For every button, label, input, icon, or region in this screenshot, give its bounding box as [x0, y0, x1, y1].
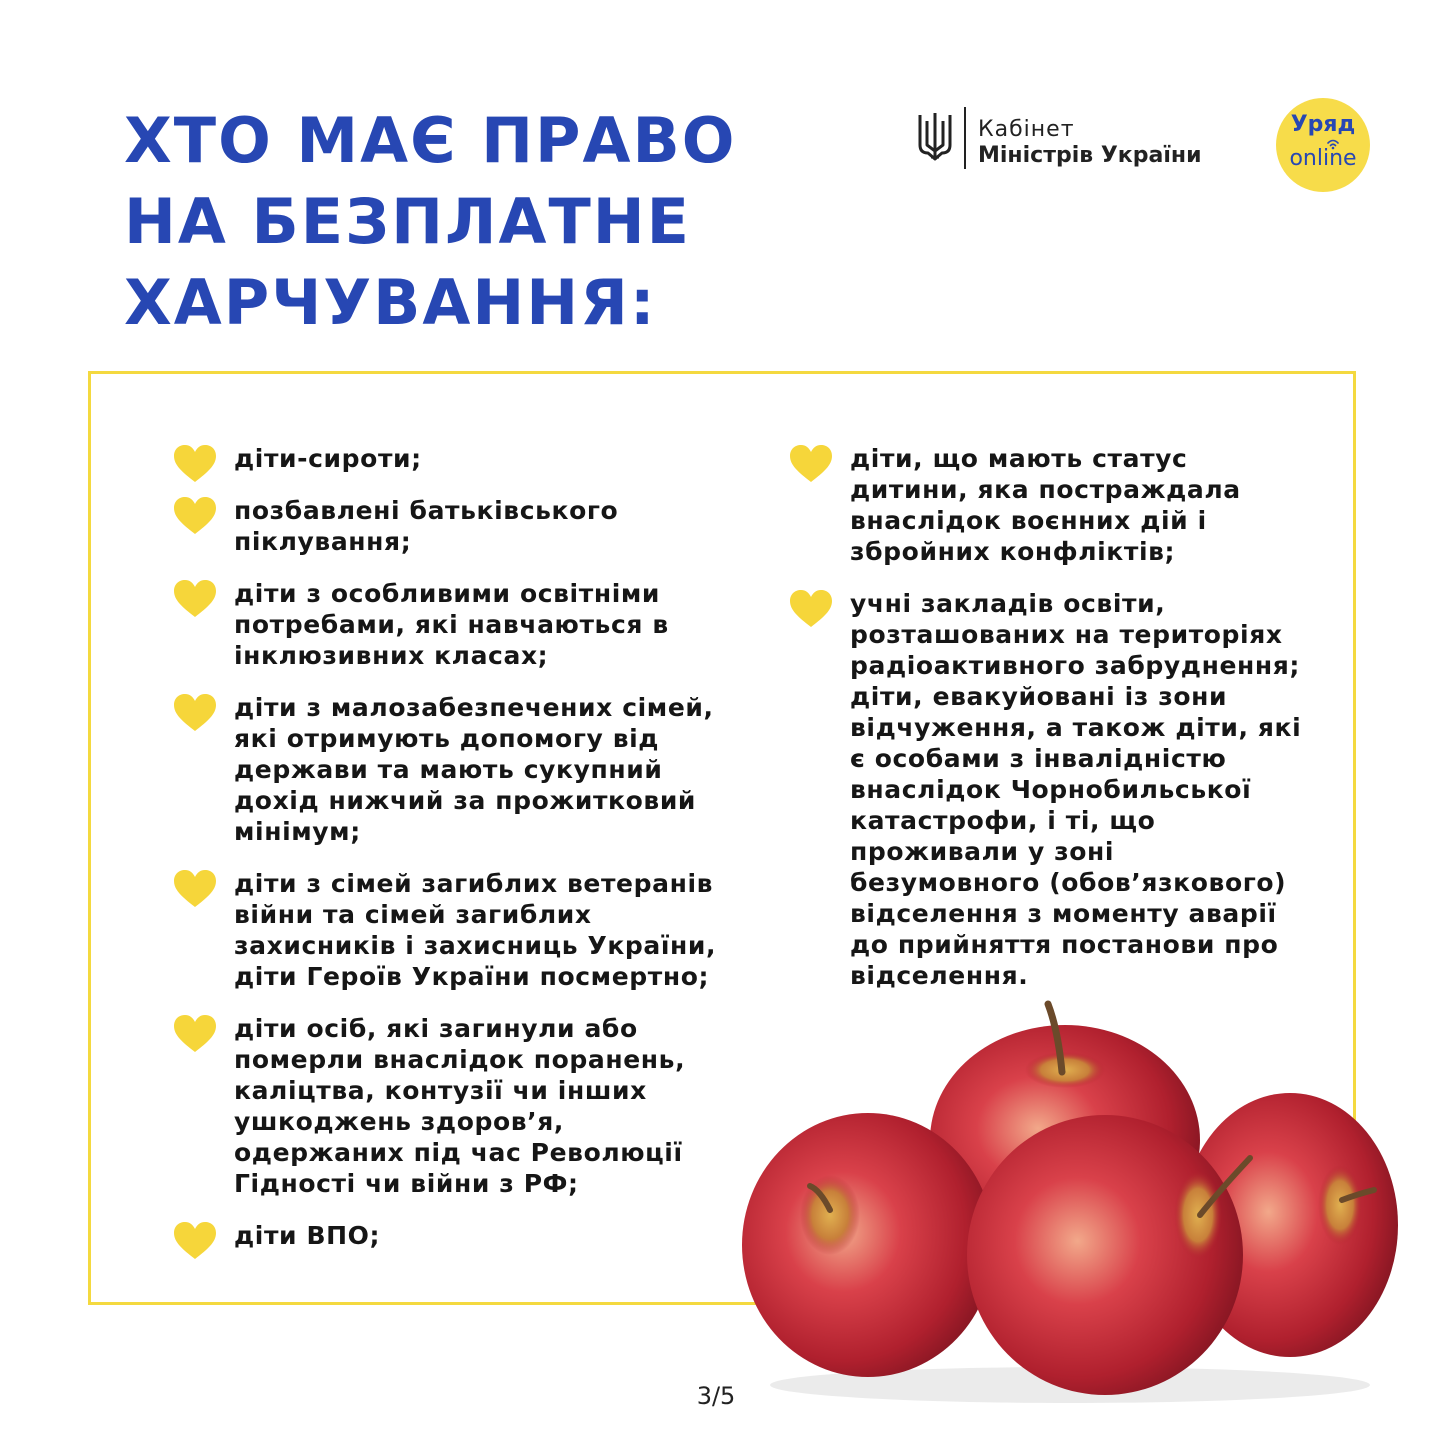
heart-icon	[172, 579, 218, 619]
title-line-3: ХАРЧУВАННЯ:	[124, 266, 657, 339]
list-item	[172, 868, 732, 992]
cabinet-label-1: Кабінет	[978, 117, 1075, 142]
heart-icon	[172, 869, 218, 909]
title-line-1: ХТО МАЄ ПРАВО	[124, 104, 737, 177]
list-item-text: діти з особливими освітніми потребами, які навчаються в інклюзивних класах;	[234, 579, 669, 670]
heart-icon	[788, 589, 834, 629]
list-item	[172, 495, 732, 557]
heart-icon	[788, 444, 834, 484]
page-number: 3/5	[696, 1382, 736, 1410]
heart-icon	[172, 693, 218, 733]
apple	[742, 1113, 994, 1377]
list-item-text: діти, що мають статус дитини, яка постраждала внаслідок воєнних дій і збройних конфліктів;	[850, 444, 1241, 566]
list-item-text: діти ВПО;	[234, 1221, 381, 1250]
list-item-text: діти-сироти;	[234, 444, 422, 473]
list-item	[788, 588, 1308, 991]
list-item	[172, 578, 732, 671]
title-line-2: НА БЕЗПЛАТНЕ	[124, 185, 692, 258]
heart-icon	[172, 444, 218, 484]
trident-icon	[916, 111, 954, 165]
list-item	[172, 1013, 732, 1199]
list-item-text: діти з сімей загиблих ветеранів війни та сімей загиблих захисників і захисниць України, діти Героїв України посмертно;	[234, 869, 717, 991]
list-item-text: позбавлені батьківського піклування;	[234, 496, 619, 556]
eligibility-list-left	[172, 443, 732, 1272]
list-item-text: учні закладів освіти, розташованих на територіях радіоактивного забруднення; діти, евакуйовані із зони відчуження, а також діти, які є особами з інвалідністю внаслідок Чорнобильської катастрофи, і ті, що проживали у зоні безумовного (обов’язкового) відселення з моменту аварії до прийняття постанови про відселення.	[850, 589, 1302, 990]
page-title	[124, 100, 736, 343]
uryad-online-logo	[1276, 98, 1370, 192]
list-item	[172, 692, 732, 847]
list-item-text: діти осіб, які загинули або померли внаслідок поранень, каліцтва, контузії чи інших ушкоджень здоров’я, одержаних під час Революції Гідності чи війни з РФ;	[234, 1014, 686, 1198]
heart-icon	[172, 1221, 218, 1261]
list-item	[788, 443, 1308, 567]
heart-icon	[172, 496, 218, 536]
list-item-text: діти з малозабезпечених сімей, які отримують допомогу від держави та мають сукупний дохід нижчий за прожитковий мінімум;	[234, 693, 714, 846]
list-item	[172, 1220, 732, 1251]
heart-icon	[172, 1014, 218, 1054]
logo-divider	[964, 107, 966, 169]
list-item	[172, 443, 732, 474]
uryad-label: Уряд	[1290, 112, 1356, 137]
eligibility-list-right	[788, 443, 1308, 1012]
online-label: online	[1289, 146, 1357, 171]
apples-image	[730, 990, 1410, 1410]
cabinet-label-2: Міністрів України	[978, 143, 1202, 168]
